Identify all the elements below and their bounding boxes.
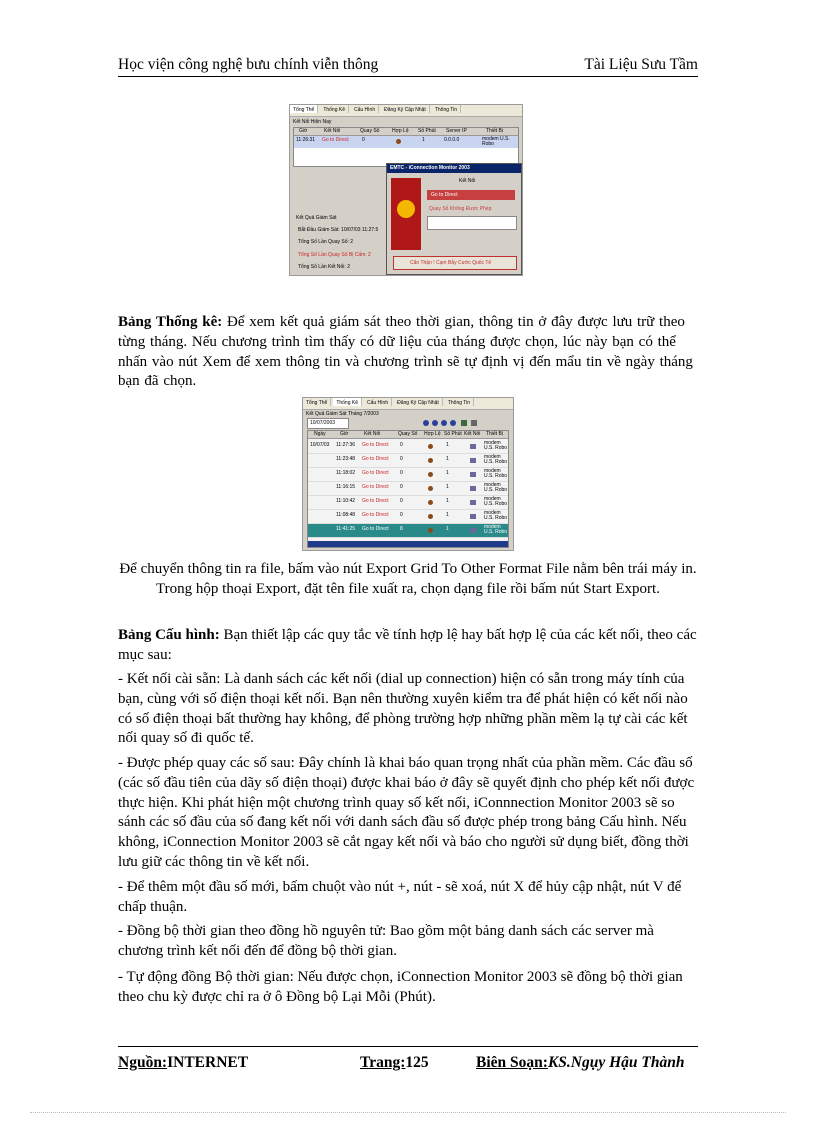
cell-dial: 0: [362, 137, 365, 143]
status-icon: [428, 472, 433, 477]
bullet-atomic-sync: - Đồng bộ thời gian theo đồng hồ nguyên tử: Bao gồm một bảng danh sách các server mà chương trình kết nối đến để đồng bộ thời gian.: [118, 923, 654, 959]
summary-dial-count: Tổng Số Lần Quay Số: 2: [298, 239, 354, 245]
footer-source: [118, 1054, 248, 1072]
screenshot-statistics: [302, 397, 514, 551]
stats-grid: [307, 430, 509, 548]
prev-record-button[interactable]: [432, 420, 438, 426]
config-paragraph: [118, 626, 698, 666]
dialog-connection-value: Go to Direct: [431, 192, 458, 198]
modem-icon: [470, 444, 476, 449]
table-cell: Go to Direct: [362, 484, 389, 490]
table-row[interactable]: [308, 440, 508, 454]
cell-device: modem U.S. Robo: [482, 136, 510, 147]
cell-connection: Go to Direct: [322, 137, 349, 143]
footer-author-value: KS.Ngụy Hậu Thành: [547, 1054, 685, 1071]
table-cell: 1: [446, 512, 449, 518]
tab-info: Thông Tin: [432, 105, 461, 113]
modem-icon: [470, 472, 476, 477]
first-record-button[interactable]: [423, 420, 429, 426]
col-server: Server IP: [446, 128, 467, 134]
bullet-add-prefix: - Để thêm một đầu số mới, bấm chuột vào nút +, nút - sẽ xoá, nút X để hủy cập nhật, nút V để chấp thuận.: [118, 879, 682, 915]
col-minutes: Số Phút: [444, 431, 462, 437]
col-connection: Kết Nối: [364, 431, 381, 437]
warning-button[interactable]: [393, 256, 517, 270]
table-cell: 0: [400, 470, 403, 476]
dialog-title: EMTC - iConnection Monitor 2003: [390, 165, 470, 171]
bullet-preset-connections: - Kết nối cài sẵn: Là danh sách các kết nối (dial up connection) hiện có sẵn trong máy tính của bạn, cùng với số điện thoại kết nối. Bạn nên thường xuyên kiểm tra để phát hiện có kết nối nào có số điện thoại bất thường hay không, để phòng trường hợp những phần mềm lạ tự cài các kết nối quay số đi quốc tế.: [118, 671, 688, 747]
stats-heading: Bảng Thống kê:: [118, 314, 223, 330]
summary-blocked-count: Tổng Số Lần Quay Số Bị Cấm: 2: [298, 252, 371, 258]
cell-time: 11:26:31: [296, 137, 316, 143]
footer-source-label: Nguồn:: [118, 1054, 168, 1071]
grid-header: [308, 431, 508, 439]
date-value: 10/07/2003: [310, 420, 336, 426]
table-row[interactable]: [308, 468, 508, 482]
table-row[interactable]: [308, 454, 508, 468]
table-cell: 1: [446, 498, 449, 504]
dialog-status: Quay Số Không Được Phép: [429, 206, 492, 212]
col-time: Giờ: [299, 128, 308, 134]
table-cell: 11:23:48: [336, 456, 356, 462]
page-footer: [118, 1046, 698, 1077]
col-minutes: Số Phút: [418, 128, 436, 134]
modem-icon: [470, 486, 476, 491]
table-cell: Go to Direct: [362, 470, 389, 476]
status-icon: [396, 139, 401, 144]
table-cell: 1: [446, 484, 449, 490]
dialog-titlebar: [387, 164, 521, 173]
col-device: Thiết Bị: [486, 128, 503, 134]
table-cell: modem U.S. Robo: [484, 482, 508, 493]
table-cell: Go to Direct: [362, 442, 389, 448]
connections-grid: [293, 127, 519, 167]
tab-config: Cấu Hình: [364, 398, 392, 406]
table-cell: 0: [400, 512, 403, 518]
footer-page-label: Trang:: [360, 1054, 406, 1071]
status-icon: [428, 528, 433, 533]
stats-text: Để xem kết quả giám sát theo thời gian, thông tin ở đây được lưu trữ theo từng tháng. Nếu chương trình tìm thấy có dữ liệu của tháng được chọn, lúc này bạn có thể nhấn vào nút Xem để xem thông tin và chương trình sẽ tự định vị đến mẩu tin về ngày tháng bạn đã chọn.: [118, 314, 693, 390]
bullet-auto-sync: - Tự động đồng Bộ thời gian: Nếu được chọn, iConnection Monitor 2003 sẽ đồng bộ thời gian theo chu kỳ được chỉ ra ở ô Đồng bộ Lại Mỗi (Phút).: [118, 969, 683, 1005]
grid-footer-bar: [308, 541, 508, 547]
table-cell: modem U.S. Robo: [484, 496, 508, 507]
summary-title: Kết Quả Giám Sát: [296, 215, 337, 221]
modem-icon: [470, 514, 476, 519]
table-cell: Go to Direct: [362, 456, 389, 462]
col-connection: Kết Nối: [324, 128, 341, 134]
table-cell: 11:18:02: [336, 470, 356, 476]
page-bottom-rule: [30, 1112, 786, 1113]
table-cell: modem U.S. Robo: [484, 440, 508, 451]
tab-stats: Thống Kê: [320, 105, 349, 113]
status-icon: [428, 514, 433, 519]
col-date: Ngày: [314, 431, 326, 437]
status-icon: [428, 444, 433, 449]
cell-server: 0.0.0.0: [444, 137, 460, 143]
bullet-allowed-numbers: - Được phép quay các số sau: Đây chính là khai báo quan trọng nhất của phần mềm. Các đầu số (các số đầu tiên của dãy số điện thoại) được khai báo ở đây sẽ quyết định cho phép kết nối được thực hiện. Khi phát hiện một chương trình quay số kết nối, iConnnection Monitor 2003 sẽ so sánh các số đầu của số đang kết nối với danh sách đầu số được phép trong bảng Cấu hình. Nếu không, iConnection Monitor 2003 sẽ cắt ngay kết nối và báo cho người sử dụng biết, đồng thời lưu giữ các thông tin về kết nối.: [118, 755, 695, 870]
stats-paragraph: [118, 313, 698, 392]
table-cell: 11:10:42: [336, 498, 356, 504]
table-row: [294, 136, 518, 148]
dialog-connection-field: [427, 190, 515, 200]
tab-bar: [290, 105, 522, 117]
table-cell: 10/07/03: [310, 442, 330, 448]
modem-icon: [470, 458, 476, 463]
table-cell: 1: [446, 442, 449, 448]
col-connect2: Kết Nối: [464, 431, 481, 437]
date-select[interactable]: [307, 418, 349, 429]
status-icon: [428, 500, 433, 505]
screenshot-overview: [289, 104, 523, 276]
table-cell: 0: [400, 456, 403, 462]
tab-register: Đăng Ký Cập Nhật: [394, 398, 443, 406]
tab-config: Cấu Hình: [351, 105, 379, 113]
dialog-label: Kết Nối: [459, 178, 476, 184]
page-header: [118, 54, 698, 77]
fire-icon: [397, 200, 415, 218]
config-text: Bạn thiết lập các quy tắc về tính hợp lệ hay bất hợp lệ của các kết nối, theo các mục sau:: [118, 627, 697, 663]
table-cell: Go to Direct: [362, 512, 389, 518]
modem-icon: [470, 528, 476, 533]
tab-overview: Tổng Thể: [303, 398, 331, 406]
export-caption: Để chuyển thông tin ra file, bấm vào nút Export Grid To Other Format File nằm bên trái máy in. Trong hộp thoại Export, đặt tên file xuất ra, chọn dạng file rồi bấm nút Start Export.: [119, 561, 697, 597]
last-record-button[interactable]: [450, 420, 456, 426]
warning-button-label: Cẩn Thận ! Cạm Bẫy Cước Quốc Tế: [410, 260, 492, 266]
col-device: Thiết Bị: [486, 431, 503, 437]
table-cell: 8: [400, 526, 403, 532]
tab-register: Đăng Ký Cập Nhật: [381, 105, 430, 113]
table-cell: modem U.S. Robo: [484, 510, 508, 521]
tab-info: Thông Tin: [445, 398, 474, 406]
config-heading: Bảng Cấu hình:: [118, 627, 220, 643]
table-cell: 0: [400, 498, 403, 504]
table-cell: 11:27:36: [336, 442, 356, 448]
dialog-input: [427, 216, 517, 230]
warning-image: [391, 178, 421, 250]
col-valid: Hợp Lệ: [392, 128, 409, 134]
table-cell: 0: [400, 442, 403, 448]
printer-icon[interactable]: [471, 420, 477, 426]
status-icon: [428, 458, 433, 463]
list-title: Kết Nối Hiện Nay: [293, 119, 332, 125]
table-cell: 1: [446, 456, 449, 462]
header-institution: Học viện công nghệ bưu chính viễn thông: [118, 56, 379, 73]
table-cell: modem U.S. Robo: [484, 468, 508, 479]
table-row[interactable]: [308, 510, 508, 524]
summary-start: Bắt Đầu Giám Sát: 10/07/03 11:27:5: [298, 227, 379, 233]
modem-icon: [470, 500, 476, 505]
table-cell: 1: [446, 470, 449, 476]
next-record-button[interactable]: [441, 420, 447, 426]
footer-page-number: 125: [405, 1054, 429, 1071]
tab-stats: Thống Kê: [333, 398, 362, 406]
header-collection: Tài Liệu Sưu Tầm: [584, 56, 698, 73]
table-cell: Go to Direct: [362, 498, 389, 504]
grid-header: [294, 128, 518, 136]
footer-source-value: INTERNET: [167, 1054, 249, 1071]
table-row[interactable]: [308, 496, 508, 510]
table-row[interactable]: [308, 482, 508, 496]
tab-bar: [303, 398, 513, 410]
col-dial: Quay Số: [360, 128, 380, 134]
table-cell: modem U.S. Robo: [484, 454, 508, 465]
footer-page: [360, 1054, 429, 1072]
table-cell: modem U.S. Robo: [484, 524, 508, 535]
stats-title: Kết Quả Giám Sát Tháng 7/2003: [306, 411, 379, 417]
col-time: Giờ: [340, 431, 349, 437]
table-cell: 11:08:48: [336, 512, 356, 518]
summary-connect-count: Tổng Số Lần Kết Nối: 2: [298, 264, 350, 270]
table-cell: 11:41:25: [336, 526, 356, 532]
col-valid: Hợp Lệ: [424, 431, 441, 437]
toolbar-buttons: [423, 419, 511, 427]
table-row[interactable]: [308, 524, 508, 538]
status-icon: [428, 486, 433, 491]
cell-minutes: 1: [422, 137, 425, 143]
table-cell: 1: [446, 526, 449, 532]
tab-overview: Tổng Thể: [290, 105, 318, 113]
alert-dialog: [386, 163, 522, 275]
table-cell: Go to Direct: [362, 526, 389, 532]
table-cell: 0: [400, 484, 403, 490]
table-cell: 11:16:15: [336, 484, 356, 490]
col-dial: Quay Số: [398, 431, 418, 437]
footer-author-label: Biên Soạn:: [476, 1054, 548, 1071]
footer-author: [476, 1054, 684, 1072]
export-button[interactable]: [461, 420, 467, 426]
